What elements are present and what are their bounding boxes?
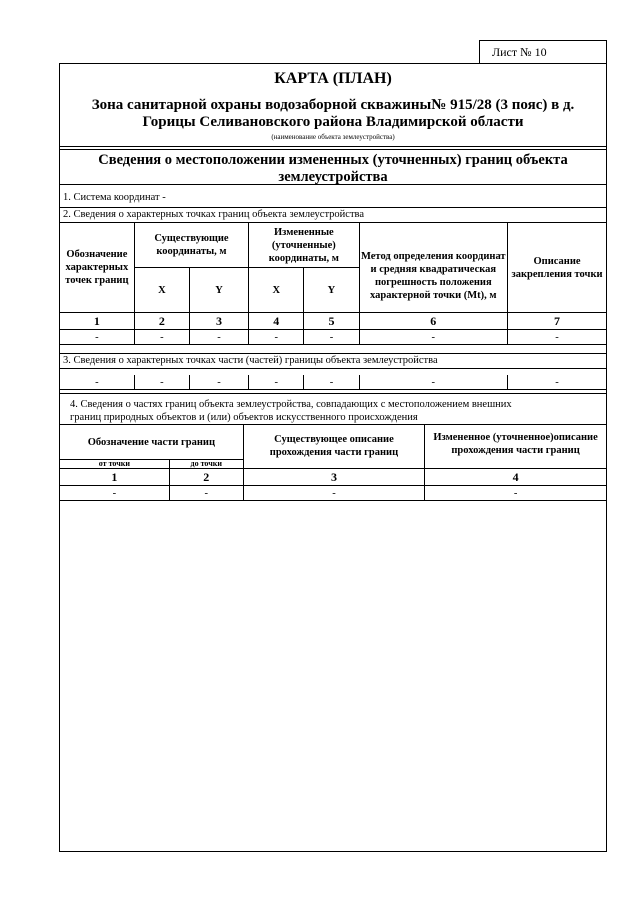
table-cell: - [60,375,134,390]
col-from-point: от точки [60,460,169,469]
document-title: КАРТА (ПЛАН) [274,70,392,87]
col-description: Описание закрепления точки [508,223,606,313]
column-number: 1 [60,469,169,486]
table-cell: - [60,330,134,345]
boundary-parts-section-label [60,394,606,425]
document-frame [59,63,607,852]
table-cell: - [249,330,304,345]
table-cell: - [249,375,304,390]
col-existing-x: X [134,268,189,313]
zone-caption: (наименование объекта землеустройства) [271,133,395,141]
table-cell: - [304,330,359,345]
boundary-parts-table [60,425,606,501]
zone-name-line-1: Зона санитарной охраны водозаборной скважины№ 915/28 (3 пояс) в д. [91,97,575,113]
col-changed-description: Измененное (уточненное)описание прохождения части границ [425,425,606,469]
col-designation: Обозначение характерных точек границ [60,223,134,313]
column-number: 1 [60,313,134,330]
column-number: 3 [243,469,424,486]
table-cell: - [508,330,606,345]
table-cell: - [189,330,248,345]
col-to-point: до точки [169,460,243,469]
points-section-label: 2. Сведения о характерных точках границ объекта землеустройства [60,208,606,223]
column-number: 3 [189,313,248,330]
table-cell: - [359,330,508,345]
column-number: 2 [134,313,189,330]
points-table [60,223,606,345]
table-cell: - [425,486,606,501]
col-method: Метод определения координат и средняя квадратическая погрешность положения характерной точки (Mt), м [359,223,508,313]
table-cell: - [134,330,189,345]
col-part: Обозначение части границ [60,425,243,460]
table-cell: - [304,375,359,390]
col-changed: Измененные (уточненные) координаты, м [249,223,359,268]
column-number: 5 [304,313,359,330]
zone-name-line-2: Горицы Селивановского района Владимирской области [142,114,524,130]
column-number: 6 [359,313,508,330]
col-changed-x: X [249,268,304,313]
col-existing-description: Существующее описание прохождения части границ [243,425,424,469]
table-cell: - [60,486,169,501]
col-existing: Существующие координаты, м [134,223,248,268]
coordinate-system: 1. Система координат - [60,191,606,208]
parts-table [60,375,606,390]
section-heading-line-2: землеустройства [278,169,388,185]
sheet-number: Лист № 10 [479,40,607,64]
zone-name [60,97,606,131]
title-block [60,64,606,147]
column-number: 4 [425,469,606,486]
table-cell: - [243,486,424,501]
section-heading [60,149,606,185]
parts-section-label: 3. Сведения о характерных точках части (частей) границы объекта землеустройства [60,354,606,369]
section-heading-line-1: Сведения о местоположении измененных (уточненных) границ объекта [98,152,568,168]
column-number: 4 [249,313,304,330]
col-existing-y: Y [189,268,248,313]
table-cell: - [189,375,248,390]
table-cell: - [508,375,606,390]
table-cell: - [359,375,508,390]
section4-line-1: 4. Сведения о частях границ объекта землеустройства, совпадающих с местоположением внешних [70,399,512,410]
section4-line-2: границ природных объектов и (или) объектов искусственного происхождения [70,412,418,423]
col-changed-y: Y [304,268,359,313]
column-number: 7 [508,313,606,330]
column-number: 2 [169,469,243,486]
table-cell: - [169,486,243,501]
table-cell: - [134,375,189,390]
